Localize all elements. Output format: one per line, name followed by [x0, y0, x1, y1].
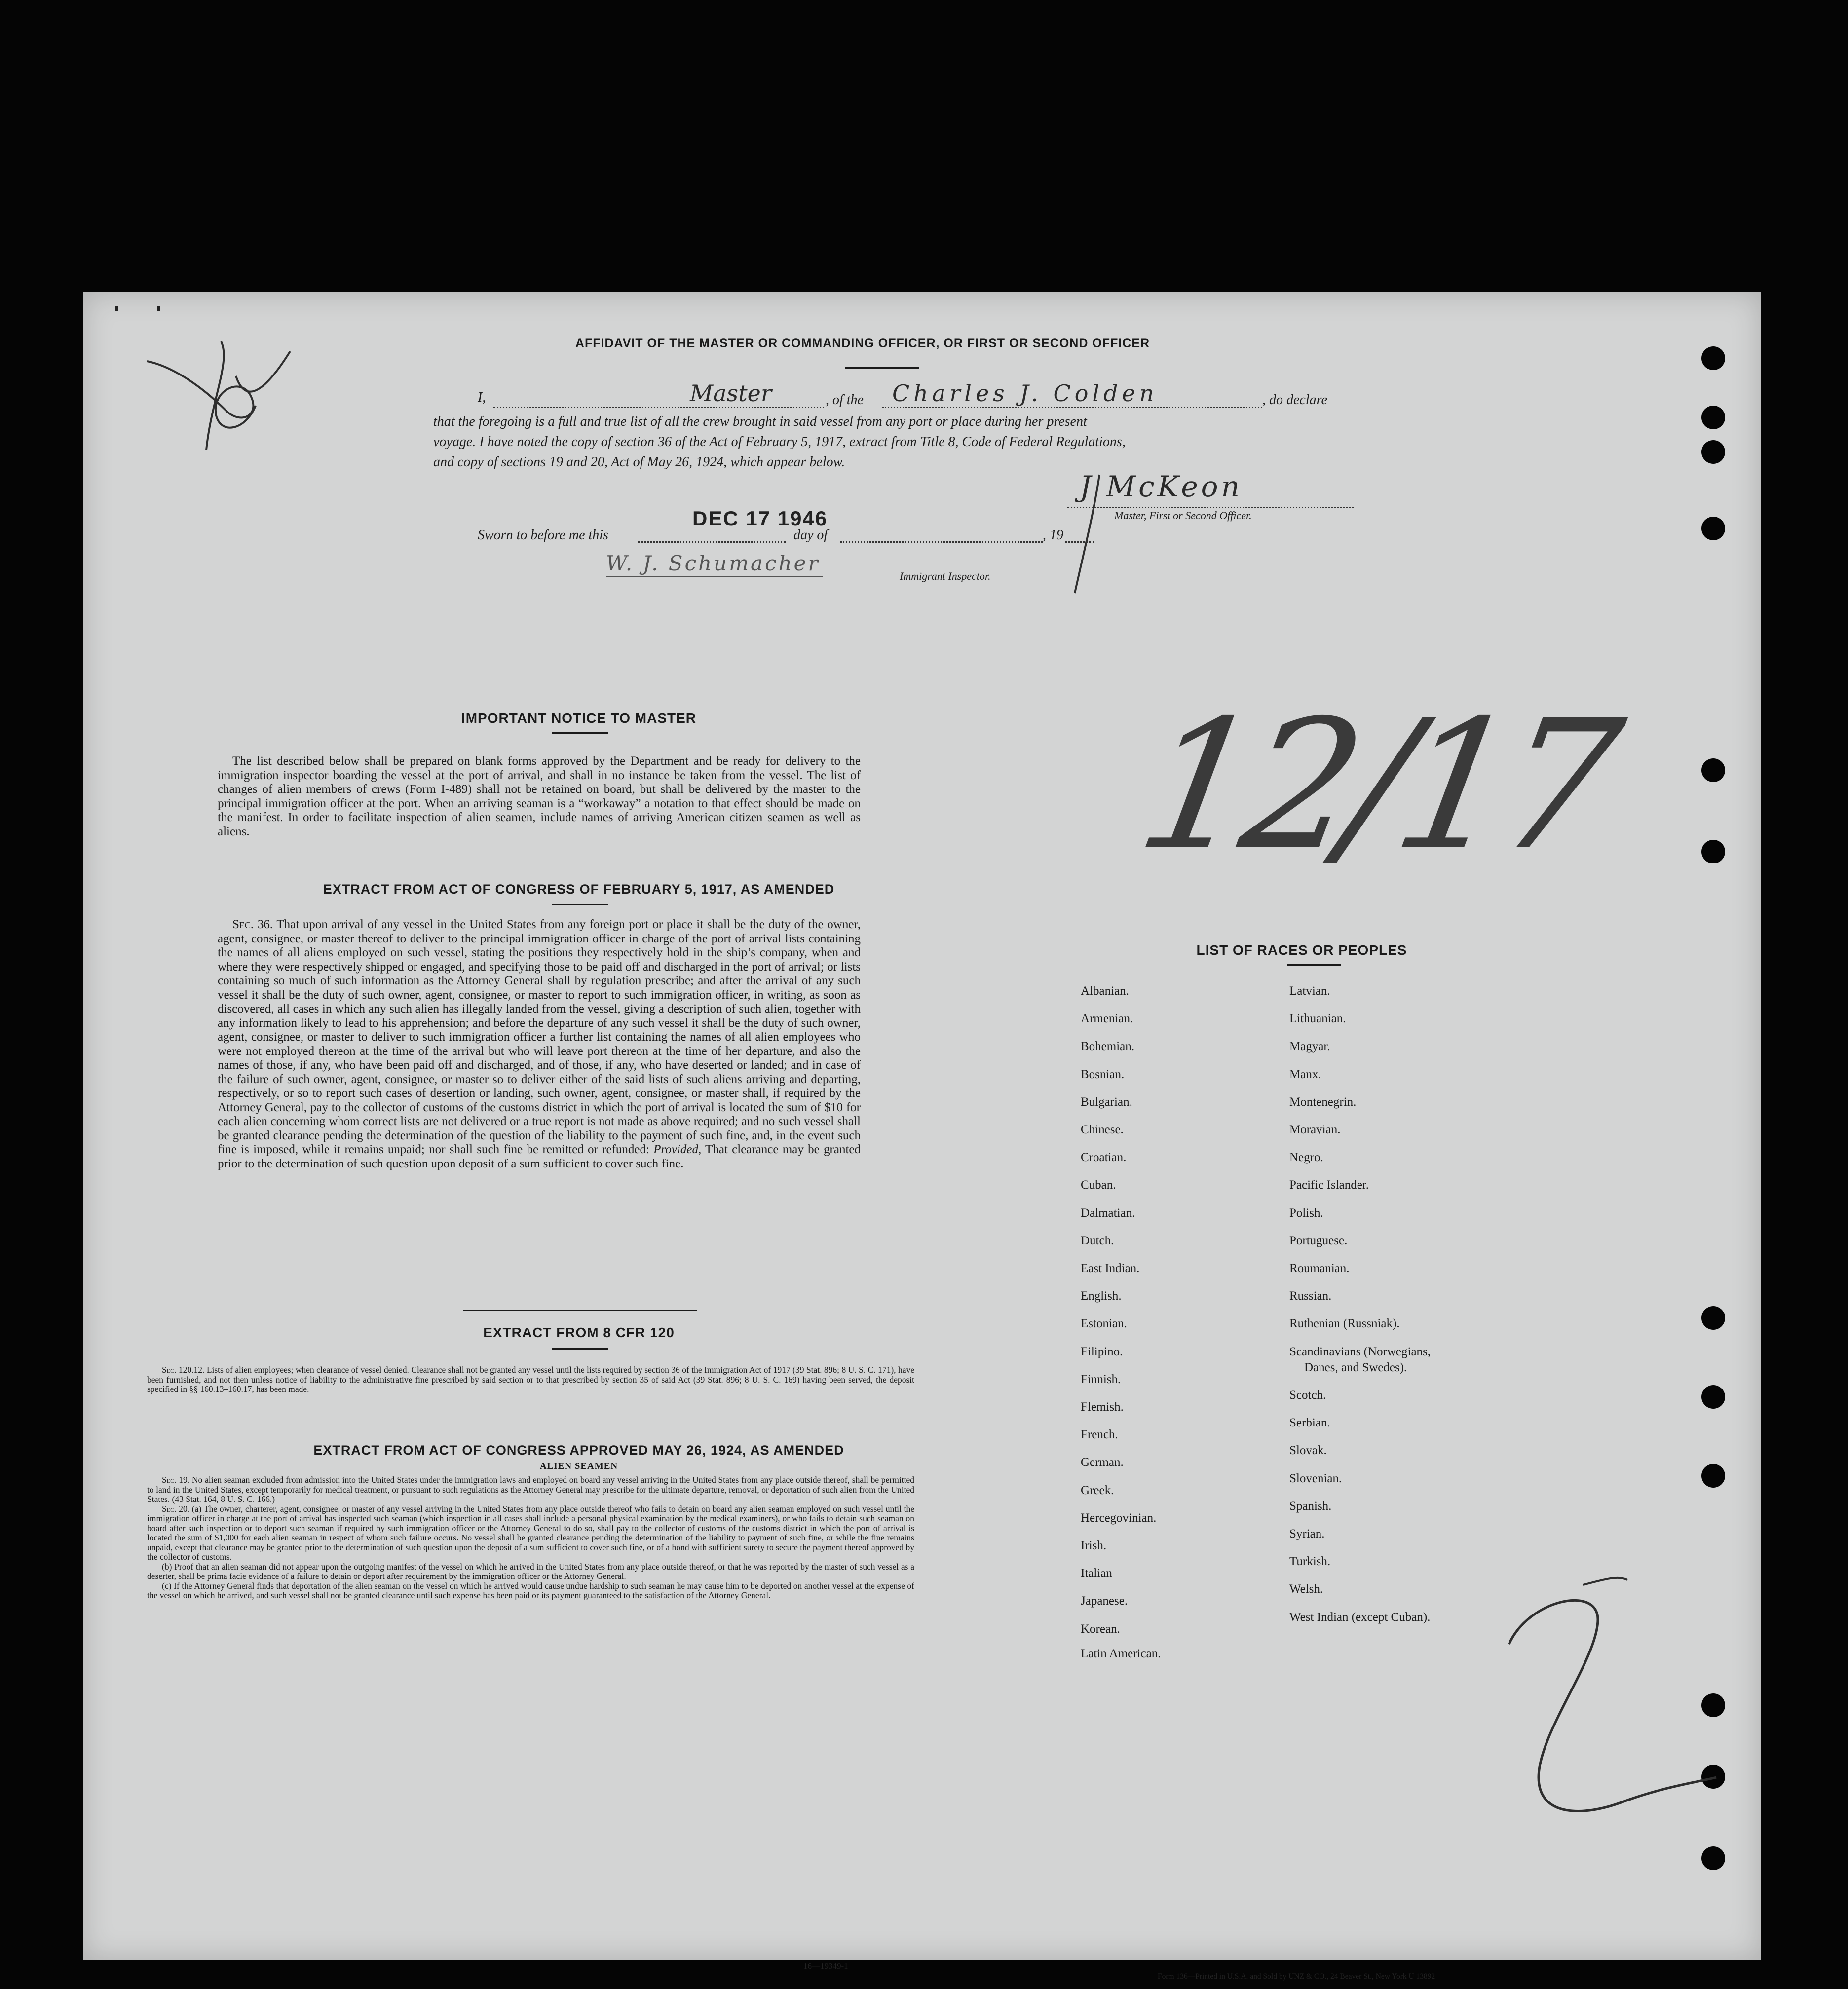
- race-item: Russian.: [1289, 1289, 1332, 1303]
- sec-120-12-text: Lists of alien employees; when clearance of vessel denied. Clearance shall not be granted any vessel until the lists required by section 36 of the Immigration Act of 1917 (39 Stat. 896; 8 U. S. C. 171), have been furnished, and not then unless notice of liability to the administrative fine prescribed by said section or to that prescribed by section 35 of said Act (39 Stat. 896; 8 U. S. C. 169) having been served, the deposit specified in §§ 160.13–160.17, has been made.: [147, 1365, 914, 1394]
- handwritten-date-mark: 12/17: [1126, 682, 1625, 889]
- sec-36-label: Sec. 36.: [232, 918, 273, 931]
- race-item: Hercegovinian.: [1081, 1511, 1157, 1525]
- race-item: English.: [1081, 1289, 1122, 1303]
- master-caption: Master, First or Second Officer.: [1114, 509, 1252, 522]
- race-item: Armenian.: [1081, 1012, 1133, 1026]
- binder-hole: [1701, 1385, 1725, 1409]
- race-item: German.: [1081, 1456, 1124, 1469]
- declaration-line-3: voyage. I have noted the copy of section 36 of the Act of February 5, 1917, extract from Title 8, Code of Federal Regulations,: [433, 434, 1126, 450]
- race-item: Scotch.: [1289, 1389, 1326, 1402]
- race-item: Manx.: [1289, 1067, 1321, 1081]
- race-item: Serbian.: [1289, 1416, 1330, 1430]
- sec-20a-text: (a) The owner, charterer, agent, consignee, or master of any vessel arriving in the United States from any place outside thereof who fails to detain on board any alien seaman employed on such vessel until the immigration officer in charge at the port of arrival has inspected such seaman (which inspection in all cases shall include a personal physical examination by the medical examiners), or who fails to detain such seaman on board after such inspection or to deport such seaman if required by such immigration officer or the Attorney General to do so, shall pay to the collector of customs of the customs district in which the port of arrival is located the sum of $1,000 for each alien seaman in respect of whom such failure occurs. No vessel shall be granted clearance pending the determination of the liability to payment of such fine, or while the fine remains unpaid, except that clearance may be granted prior to the determination of such question upon the deposit of a sum sufficient to cover such fine, or of a bond with sufficient surety to secure the payment thereof approved by the collector of customs.: [147, 1503, 915, 1562]
- master-signature: J McKeon: [1080, 470, 1243, 503]
- year-prefix: , 19: [1043, 527, 1063, 543]
- race-item: Scandinavians (Norwegians,: [1289, 1345, 1431, 1358]
- vessel-field-line: [882, 407, 1262, 408]
- form-code: 16—19349-1: [803, 1961, 848, 1971]
- binder-hole: [1701, 440, 1725, 464]
- sec-36-text: That upon arrival of any vessel in the United States from any foreign port or place it shall be the duty of the owner, agent, consignee, or master thereof to deliver to the principal immigration officer in charge of the port of arrival lists containing the names of all aliens employed on such vessel, stating the positions they respectively hold in the ship’s company, when and where they were respectively shipped or engaged, and specifying those to be paid off and discharged in the port of arrival; or lists containing so much of such information as the Attorney General shall by regulation prescribe; and after the arrival of any such vessel it shall be the duty of such owner, agent, consignee, or master to report to such immigration officer, in writing, as soon as discovered, all cases in which any such alien has illegally landed from the vessel, giving a description of such alien, together with any information likely to lead to his apprehension; and before the departure of any such vessel it shall be the duty of such owner, agent, consignee, or master to deliver to such immigration officer a further list containing the names of all alien employees who were not employed thereon at the time of the arrival but who will leave port thereon at the time of her departure, and also the names of those, if any, who have been paid off and discharged, and of those, if any, who have deserted or landed; and in case of the failure of such owner, agent, consignee, or master so to deliver either of the said lists of such aliens arriving and departing, respectively, or so to report such cases of desertion or landing, such owner, agent, consignee, or master shall, if required by the Attorney General, pay to the collector of customs of the customs district in which the port of arrival is located the sum of $10 for each alien concerning whom correct lists are not delivered or a true report is not made as above required; and no such vessel shall be granted clearance pending the determination of the question of the liability to the payment of such fine, and, in the event such fine is imposed, while it remains unpaid; nor shall such fine be remitted or refunded:: [218, 918, 861, 1156]
- sec-20a-paragraph: [147, 1504, 914, 1562]
- binder-hole: [1701, 1464, 1725, 1488]
- race-item: Latin American.: [1081, 1647, 1161, 1660]
- race-item: Japanese.: [1081, 1594, 1128, 1608]
- master-signature-line: [1067, 507, 1354, 508]
- race-item: Chinese.: [1081, 1123, 1124, 1136]
- sec-19-paragraph: [147, 1475, 914, 1504]
- race-item: Filipino.: [1081, 1345, 1123, 1358]
- race-item: Dutch.: [1081, 1234, 1114, 1247]
- do-declare-label: , do declare: [1262, 392, 1327, 408]
- i-field-value: Master: [690, 380, 772, 407]
- affidavit-title: AFFIDAVIT OF THE MASTER OR COMMANDING OFFICER, OR FIRST OR SECOND OFFICER: [575, 337, 1150, 350]
- race-item: East Indian.: [1081, 1262, 1140, 1275]
- race-item: Croatian.: [1081, 1151, 1127, 1164]
- sworn-date-line: [638, 541, 786, 543]
- sec-20c-paragraph: (c) If the Attorney General finds that deportation of the alien seaman on the vessel on which he arrived would cause undue hardship to such seaman he may cause him to be deported on another vessel at the expense of the vessel on which he arrived, and such vessel shall not be granted clearance until such expense has been paid or its payment guaranteed to the satisfaction of the Attorney General.: [147, 1580, 914, 1600]
- race-item: Flemish.: [1081, 1400, 1124, 1414]
- inspector-signature: W. J. Schumacher: [606, 551, 820, 575]
- declaration-line-2: that the foregoing is a full and true list of all the crew brought in said vessel from any port or place during her present: [433, 414, 1087, 429]
- race-item: Irish.: [1081, 1539, 1107, 1552]
- month-field-line: [840, 541, 1043, 543]
- race-item: Korean.: [1081, 1622, 1120, 1636]
- race-item: Italian: [1081, 1567, 1112, 1580]
- document-page: [83, 292, 1761, 1981]
- sec-20-label: Sec. 20.: [162, 1503, 190, 1514]
- binder-hole: [1701, 1846, 1725, 1870]
- extract-cfr-text: [147, 1365, 914, 1394]
- race-item: Bosnian.: [1081, 1067, 1125, 1081]
- vessel-name-value: Charles J. Colden: [892, 380, 1158, 407]
- year-field-line: [1065, 541, 1094, 543]
- race-item: Magyar.: [1289, 1040, 1330, 1053]
- extract-1917-title: EXTRACT FROM ACT OF CONGRESS OF FEBRUARY 5, 1917, AS AMENDED: [323, 882, 835, 897]
- affidavit-title-rule: [845, 367, 919, 369]
- race-item: Dalmatian.: [1081, 1206, 1135, 1220]
- race-item: West Indian (except Cuban).: [1289, 1610, 1431, 1624]
- race-item: Pacific Islander.: [1289, 1178, 1369, 1192]
- alien-seamen-subtitle: ALIEN SEAMEN: [539, 1461, 618, 1471]
- binder-hole: [1701, 346, 1725, 370]
- sec-20b-paragraph: (b) Proof that an alien seaman did not appear upon the outgoing manifest of the vessel on which he arrived in the United States from any place outside thereof, or that he was reported by the master of such vessel as a deserter, shall be prima facie evidence of a failure to detain or deport after requirement by the immigration officer or the Attorney General.: [147, 1561, 914, 1581]
- race-item: Bohemian.: [1081, 1040, 1135, 1053]
- race-item: Roumanian.: [1289, 1262, 1350, 1275]
- extract-1917-end-rule: [463, 1310, 697, 1311]
- race-item: Bulgarian.: [1081, 1095, 1132, 1109]
- i-field-line: [493, 407, 824, 408]
- binder-hole: [1701, 517, 1725, 540]
- i-label: I,: [478, 390, 486, 405]
- race-item: Slovak.: [1289, 1444, 1327, 1458]
- race-item: Cuban.: [1081, 1178, 1116, 1192]
- day-of-label: day of: [793, 527, 828, 543]
- notice-text: The list described below shall be prepared on blank forms approved by the Department and be ready for delivery to the immigration inspector boarding the vessel at the port of arrival, and shall in no instance be taken from the vessel. The list of changes of alien members of crews (Form I-489) shall not be retained on board, but shall be delivered by the master to the principal immigration officer at the port. When an arriving seaman is a “workaway” a notation to that effect should be made on the manifest. In order to facilitate inspection of alien seamen, include names of arriving American citizen seamen as well as aliens.: [218, 754, 861, 838]
- binder-hole: [1701, 1306, 1725, 1330]
- provided-label: Provided,: [653, 1143, 702, 1156]
- race-item: Spanish.: [1289, 1499, 1332, 1513]
- of-the-label: , of the: [826, 392, 864, 408]
- race-item: Portuguese.: [1289, 1234, 1348, 1247]
- date-stamp: DEC 17 1946: [692, 507, 828, 530]
- race-item: Polish.: [1289, 1206, 1323, 1220]
- race-item: Ruthenian (Russniak).: [1289, 1317, 1400, 1331]
- handwritten-page-number: [1499, 1570, 1721, 1837]
- race-item: Danes, and Swedes).: [1304, 1360, 1407, 1374]
- form-footer: Form 136—Printed in U.S.A. and Sold by UNZ & CO., 24 Beaver St., New York U 13892: [1158, 1972, 1435, 1981]
- binder-hole: [1701, 758, 1725, 782]
- race-item: Latvian.: [1289, 984, 1330, 998]
- extract-cfr-title: EXTRACT FROM 8 CFR 120: [483, 1325, 675, 1340]
- initials-scribble: [142, 332, 300, 455]
- provided-text: That clearance may be granted prior to the determination of such question upon deposit of a sum sufficient to cover such fine.: [218, 1143, 861, 1170]
- extract-1924-text: [147, 1475, 914, 1601]
- corner-mark: [115, 306, 118, 311]
- inspector-signature-line: [606, 576, 823, 577]
- race-item: Turkish.: [1289, 1555, 1331, 1569]
- notice-title: IMPORTANT NOTICE TO MASTER: [461, 711, 697, 726]
- race-item: Negro.: [1289, 1151, 1323, 1164]
- binder-hole: [1701, 406, 1725, 429]
- race-item: Albanian.: [1081, 984, 1129, 998]
- race-item: Slovenian.: [1289, 1471, 1342, 1485]
- corner-mark: [157, 306, 160, 311]
- race-item: Finnish.: [1081, 1372, 1121, 1386]
- race-item: Estonian.: [1081, 1317, 1127, 1331]
- declaration-line-4: and copy of sections 19 and 20, Act of May 26, 1924, which appear below.: [433, 454, 845, 470]
- race-item: Moravian.: [1289, 1123, 1341, 1136]
- extract-cfr-title-rule: [552, 1348, 608, 1350]
- sec-120-12-label: Sec. 120.12.: [162, 1365, 205, 1375]
- sec-19-text: No alien seaman excluded from admission into the United States under the immigration laws and employed on board any vessel arriving in the United States from any place outside thereof, shall be permitted to land in the United States, except temporarily for medical treatment, or pursuant to such regulations as the Attorney General may prescribe for the ultimate departure, removal, or deportation of such alien from the United States. (43 Stat. 164, 8 U. S. C. 166.): [147, 1475, 914, 1504]
- sec-19-label: Sec. 19.: [162, 1475, 190, 1485]
- race-item: Lithuanian.: [1289, 1012, 1346, 1026]
- race-item: French.: [1081, 1428, 1118, 1442]
- race-item: Welsh.: [1289, 1582, 1323, 1596]
- extract-1924-title: EXTRACT FROM ACT OF CONGRESS APPROVED MAY 26, 1924, AS AMENDED: [313, 1443, 844, 1458]
- sworn-label: Sworn to before me this: [478, 527, 608, 543]
- inspector-caption: Immigrant Inspector.: [900, 570, 991, 582]
- race-item: Syrian.: [1289, 1527, 1325, 1540]
- extract-1917-text: [218, 918, 861, 1171]
- binder-hole: [1701, 840, 1725, 863]
- races-title: LIST OF RACES OR PEOPLES: [1196, 942, 1407, 958]
- races-title-rule: [1287, 964, 1341, 966]
- signature-flourish: [1065, 470, 1124, 598]
- notice-title-rule: [552, 732, 608, 734]
- race-item: Greek.: [1081, 1483, 1114, 1497]
- extract-1917-title-rule: [552, 904, 608, 905]
- race-item: Montenegrin.: [1289, 1095, 1357, 1109]
